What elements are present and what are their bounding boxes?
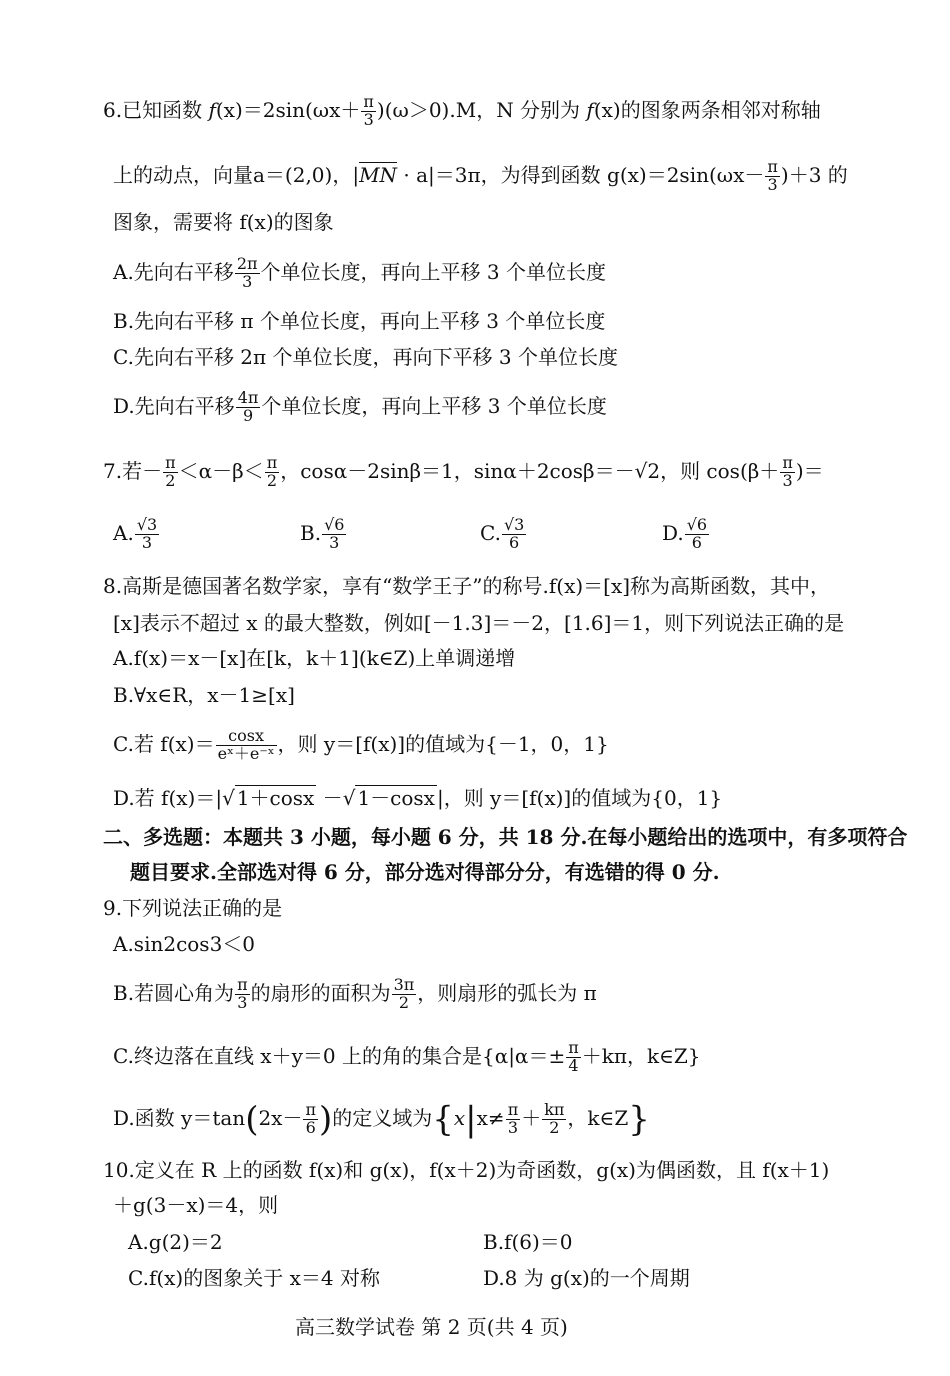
fraction: $\frac{\pi}{3}$ <box>782 453 793 490</box>
fraction: $\frac{3\pi}{2}$ <box>393 975 415 1012</box>
fraction: $\frac{√3}{6}$ <box>503 515 525 552</box>
q6-line3: 图象，需要将 f(x)的图象 <box>113 210 334 234</box>
q8-option-c: C.若 f(x)＝ $\frac{\cos x}{\text{eˣ＋e⁻ˣ}}$ ，则 y＝[f(x)]的值域为{－1，0，1} <box>113 726 609 763</box>
q9-option-a: A.sin2cos3＜0 <box>113 932 256 956</box>
q10-option-d: D.8 为 g(x)的一个周期 <box>483 1266 690 1290</box>
fraction: $\frac{\pi}{4}$ <box>568 1038 579 1075</box>
q10-line2: ＋g(3－x)＝4，则 <box>113 1193 279 1217</box>
section2-heading: 二、多选题：本题共 3 小题，每小题 6 分，共 18 分.在每小题给出的选项中，有多项符合 <box>103 825 908 849</box>
fraction: $\frac{\cos x}{\text{eˣ＋e⁻ˣ}}$ <box>217 726 275 763</box>
sqrt: √ 1＋cosx <box>222 786 315 810</box>
q6-option-b: B.先向右平移 π 个单位长度，再向上平移 3 个单位长度 <box>113 309 606 333</box>
fraction: $\frac{\pi}{6}$ <box>305 1100 316 1137</box>
q8-line2: [x]表示不超过 x 的最大整数，例如[－1.3]＝－2，[1.6]＝1，则下列说法正确的是 <box>113 611 845 635</box>
q8-line1: 8.高斯是德国著名数学家，享有“数学王子”的称号.f(x)＝[x]称为高斯函数，其中， <box>103 574 831 598</box>
q7-option-c: C. $\frac{√3}{6}$ <box>480 515 525 552</box>
fraction: $\frac{\pi}{2}$ <box>165 453 176 490</box>
q10-line1: 10.定义在 R 上的函数 f(x)和 g(x)，f(x＋2)为奇函数，g(x)为偶函数，且 f(x＋1) <box>103 1158 830 1182</box>
page-footer: 高三数学试卷 第 2 页(共 4 页) <box>295 1315 568 1339</box>
q9-option-b: B.若圆心角为 $\frac{\pi}{3}$ 的扇形的面积为 $\frac{3\pi}{2}$ ，则扇形的弧长为 π <box>113 975 597 1012</box>
fraction: $\frac{√6}{3}$ <box>324 515 345 552</box>
fraction: $\frac{k\pi}{2}$ <box>544 1100 565 1137</box>
q10-option-a: A.g(2)＝2 <box>128 1230 223 1254</box>
q8-option-d: D.若 f(x)＝|√ 1＋cosx －√ 1－cosx |，则 y＝[f(x)]的值域为{0，1} <box>113 786 723 810</box>
q6-option-d: D.先向右平移 $\frac{4\pi}{9}$ 个单位长度，再向上平移 3 个单位长度 <box>113 388 607 425</box>
q6-line1: 6.已知函数 f(x)＝2sin(ωx＋ $\frac{\pi}{3}$ )(ω＞0).M，N 分别为 f(x)的图象两条相邻对称轴 <box>103 92 821 129</box>
fraction: $\frac{\pi}{3}$ <box>507 1100 519 1137</box>
fraction: $\frac{2\pi}{3}$ <box>236 254 258 291</box>
q6-line2: 上的动点，向量a＝(2,0)，|MN · a|＝3π，为得到函数 g(x)＝2sin(ωx－ $\frac{\pi}{3}$ )＋3 的 <box>113 157 848 194</box>
fraction: $\frac{\pi}{2}$ <box>266 453 278 490</box>
q7-option-d: D. $\frac{√6}{6}$ <box>662 515 708 552</box>
q8-option-b: B.∀x∈R，x－1≥[x] <box>113 683 295 707</box>
sqrt: √ 1－cosx <box>342 786 435 810</box>
vector-mn: MN <box>359 162 398 187</box>
fraction: $\frac{√6}{6}$ <box>686 515 708 552</box>
q6-option-a: A.先向右平移 $\frac{2\pi}{3}$ 个单位长度，再向上平移 3 个单位长度 <box>113 254 606 291</box>
q7-option-a: A. $\frac{√3}{3}$ <box>113 515 158 552</box>
q10-option-b: B.f(6)＝0 <box>483 1230 573 1254</box>
fraction: $\frac{4\pi}{9}$ <box>237 388 259 425</box>
q7-stem: 7.若－ $\frac{\pi}{2}$ ＜α－β＜ $\frac{\pi}{2}$ ，cosα－2sinβ＝1，sinα＋2cosβ＝－√2，则 cos(β＋ $\frac{\pi}{3}$ )＝ <box>103 453 824 490</box>
q9-option-d: D.函数 y＝tan(2x－ $\frac{\pi}{6}$ )的定义域为{x|x≠ $\frac{\pi}{3}$ ＋ $\frac{k\pi}{2}$ ，k∈Z} <box>113 1099 650 1140</box>
q8-option-a: A.f(x)＝x－[x]在[k，k＋1](k∈Z)上单调递增 <box>113 646 516 670</box>
q6-option-c: C.先向右平移 2π 个单位长度，再向下平移 3 个单位长度 <box>113 345 618 369</box>
fraction: $\frac{\pi}{3}$ <box>363 92 374 129</box>
fraction: $\frac{√3}{3}$ <box>136 515 158 552</box>
q7-option-b: B. $\frac{√6}{3}$ <box>300 515 345 552</box>
fraction: $\frac{\pi}{3}$ <box>237 975 248 1012</box>
fraction: $\frac{\pi}{3}$ <box>767 157 778 194</box>
section2-instructions: 题目要求.全部选对得 6 分，部分选对得部分分，有选错的得 0 分. <box>130 860 720 884</box>
q9-option-c: C.终边落在直线 x＋y＝0 上的角的集合是{α|α＝± $\frac{\pi}{4}$ ＋kπ，k∈Z} <box>113 1038 701 1075</box>
q9-stem: 9.下列说法正确的是 <box>103 896 283 920</box>
q10-option-c: C.f(x)的图象关于 x＝4 对称 <box>128 1266 380 1290</box>
